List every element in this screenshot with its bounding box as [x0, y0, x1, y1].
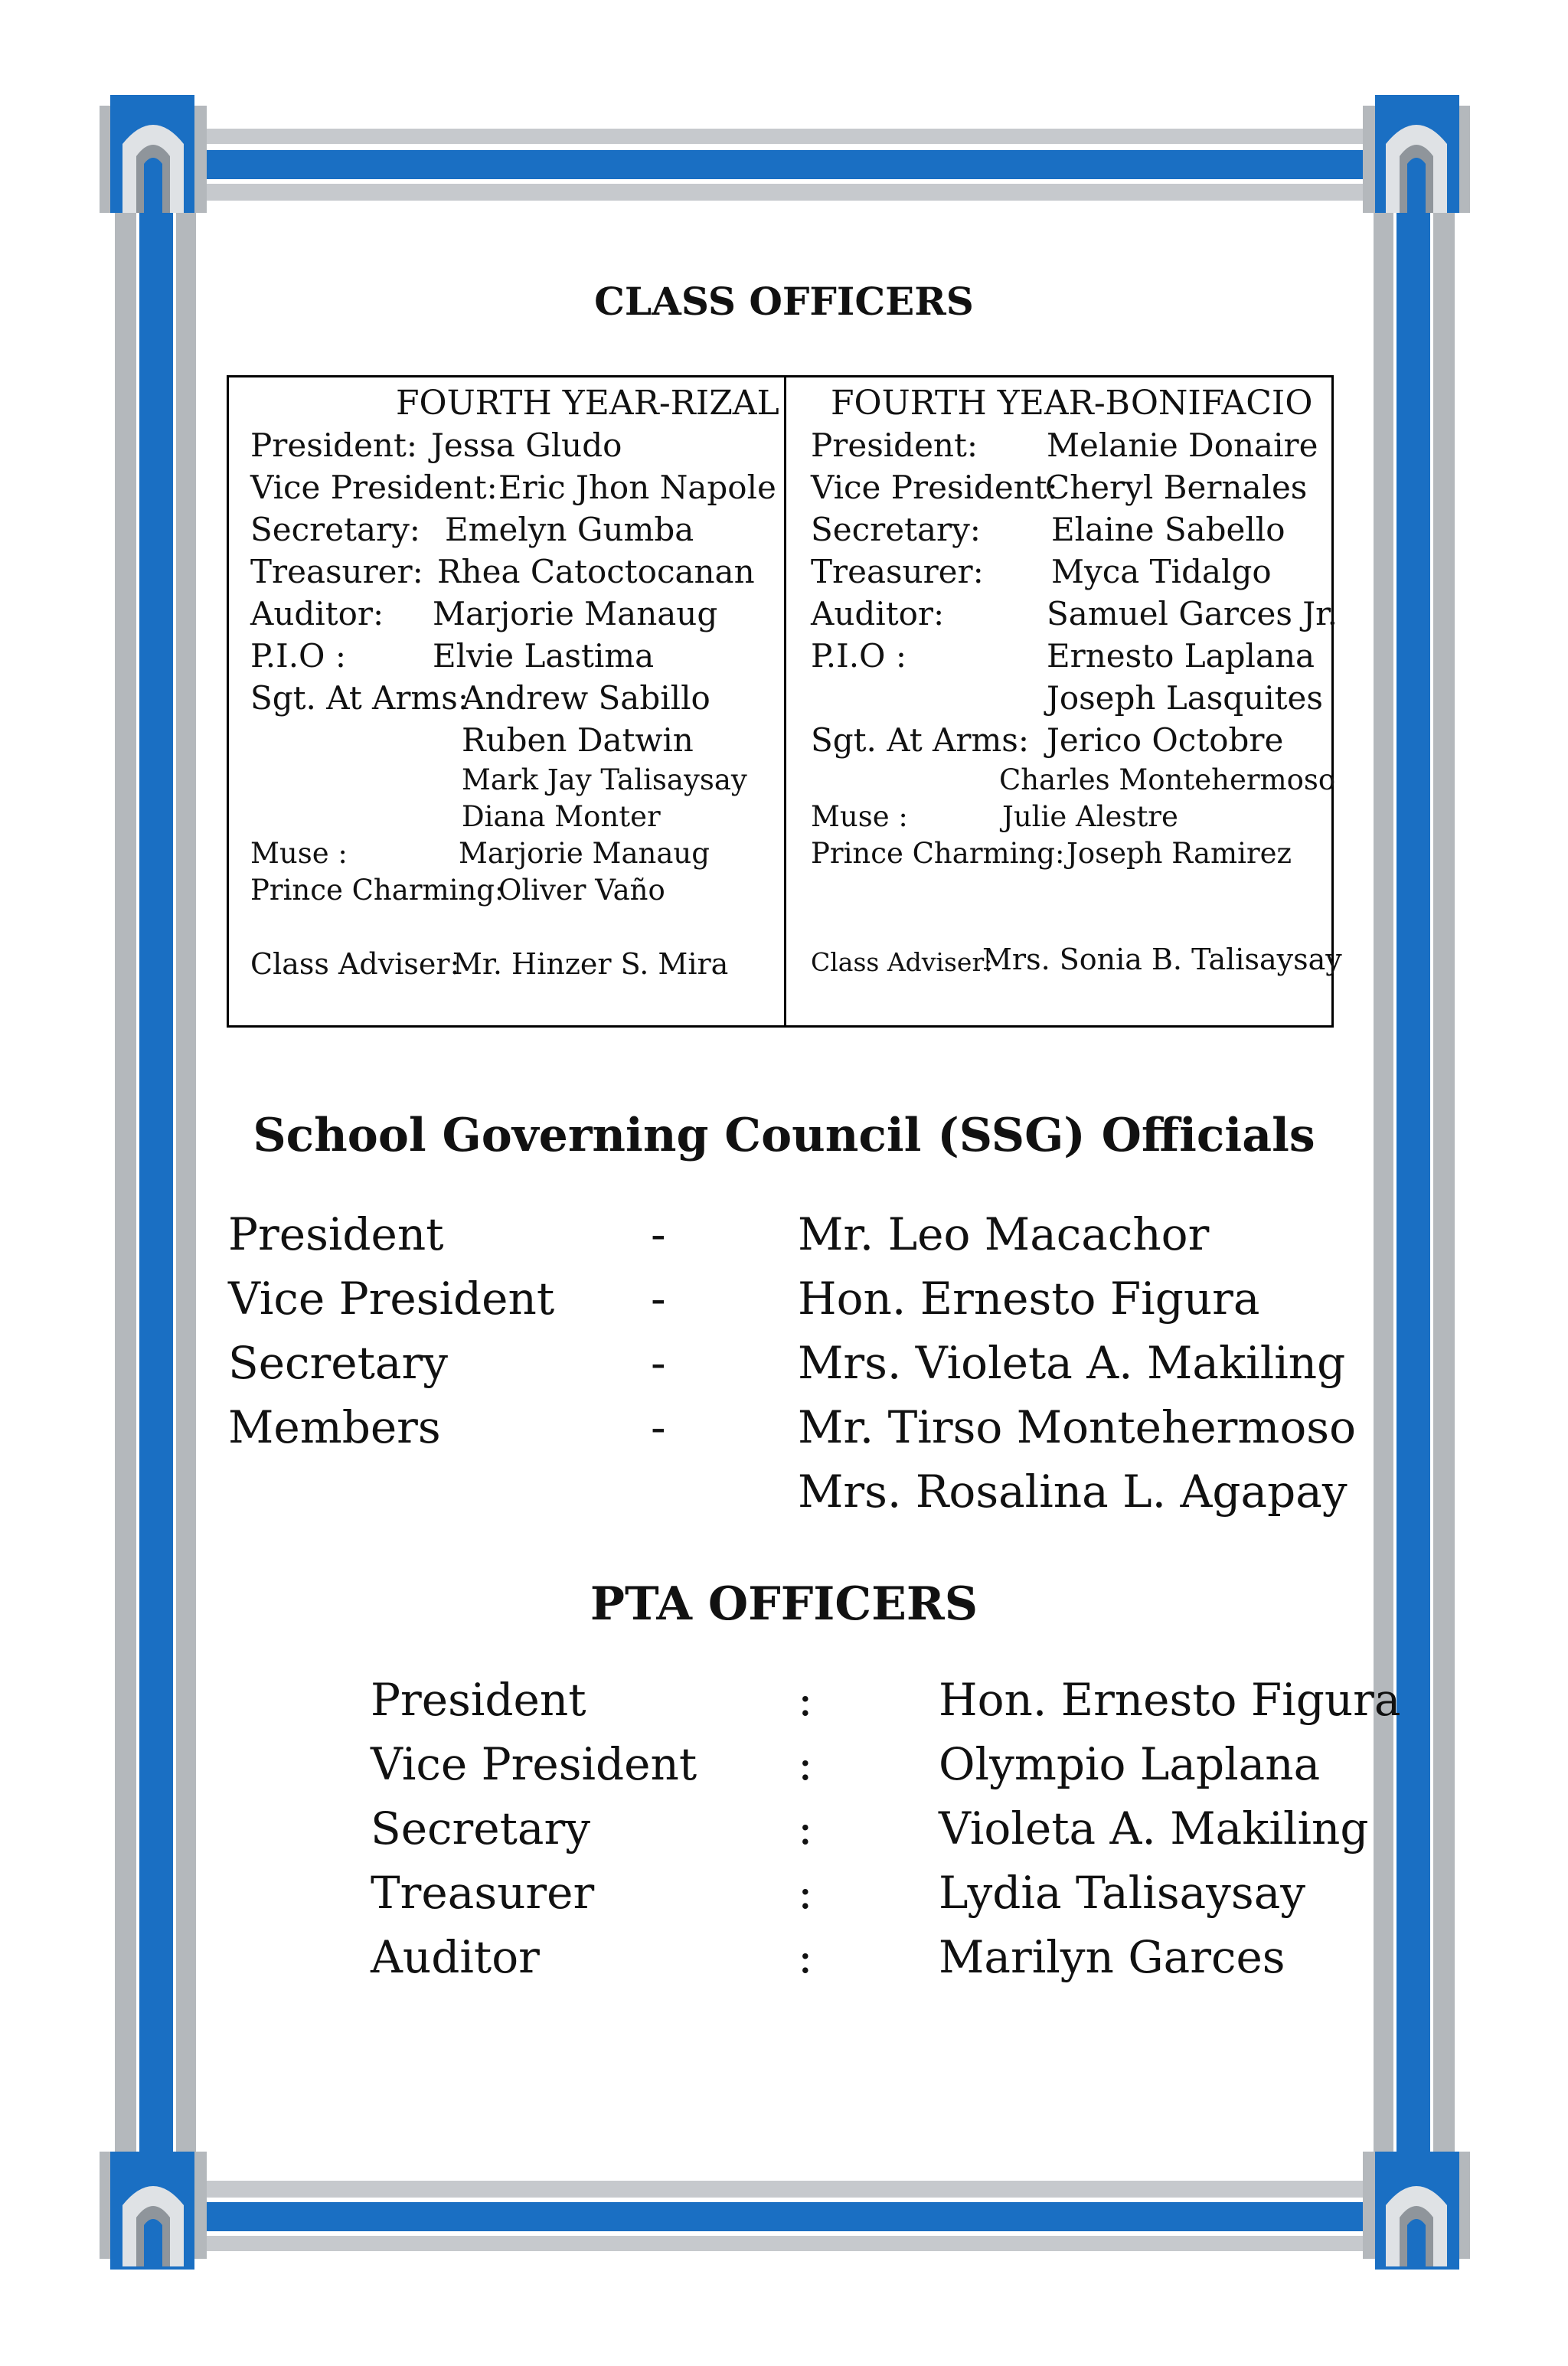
ssg-title: School Governing Council (SSG) Officials: [253, 1109, 1315, 1162]
corner-ornament-bottom-right: [1355, 2152, 1478, 2274]
pta-officers-list: President : Hon. Ernesto Figura Vice President : Olympio Laplana Secretary : Violeta A. Makiling Treasurer : Lydia Talisaysay Auditor : Marilyn Garces: [371, 1674, 1401, 1983]
rizal-heading: FOURTH YEAR-RIZAL: [396, 384, 779, 423]
class-officers-title: CLASS OFFICERS: [594, 279, 974, 324]
pta-title: PTA OFFICERS: [590, 1577, 978, 1631]
corner-ornament-bottom-left: [92, 2152, 214, 2274]
table-divider: [784, 377, 786, 1025]
ssg-officers-list: President - Mr. Leo Macachor Vice President - Hon. Ernesto Figura Secretary - Mrs. Violeta A. Makiling Members - Mr. Tirso Montehermoso Mrs. Rosalina L. Agapay: [228, 1208, 1356, 1518]
bonifacio-heading: FOURTH YEAR-BONIFACIO: [831, 384, 1313, 423]
class-officers-table: FOURTH YEAR-RIZAL President: Jessa Gludo Vice President: Eric Jhon Napole Secretary: Emelyn Gumba Treasurer: Rhea Catoctocanan Auditor: Marjorie Manaug P.I.O : Elvie Lastima Sgt. At Arms: Andrew Sabillo Ruben Datwin Mark Jay Talisaysay Diana Monter Muse : Marjorie Manaug Prince Charming: Oliver Vaño Class Adviser: Mr. Hinzer S. Mira FOURTH YEAR-BONIFACIO President: Melanie Donaire Vice President: Cheryl Bernales Secretary: Elaine Sabello Treasurer: Myca Tidalgo Auditor: Samuel Garces Jr. P.I.O : Ernesto Laplana Joseph Lasquites Sgt. At Arms: Jerico Octobre Charles Montehermoso Muse : Julie Alestre Prince Charming: Joseph Ramirez Class Adviser: Mrs. Sonia B. Talisaysay: [227, 375, 1334, 1028]
corner-ornament-top-left: [92, 90, 214, 213]
corner-ornament-top-right: [1355, 90, 1478, 213]
